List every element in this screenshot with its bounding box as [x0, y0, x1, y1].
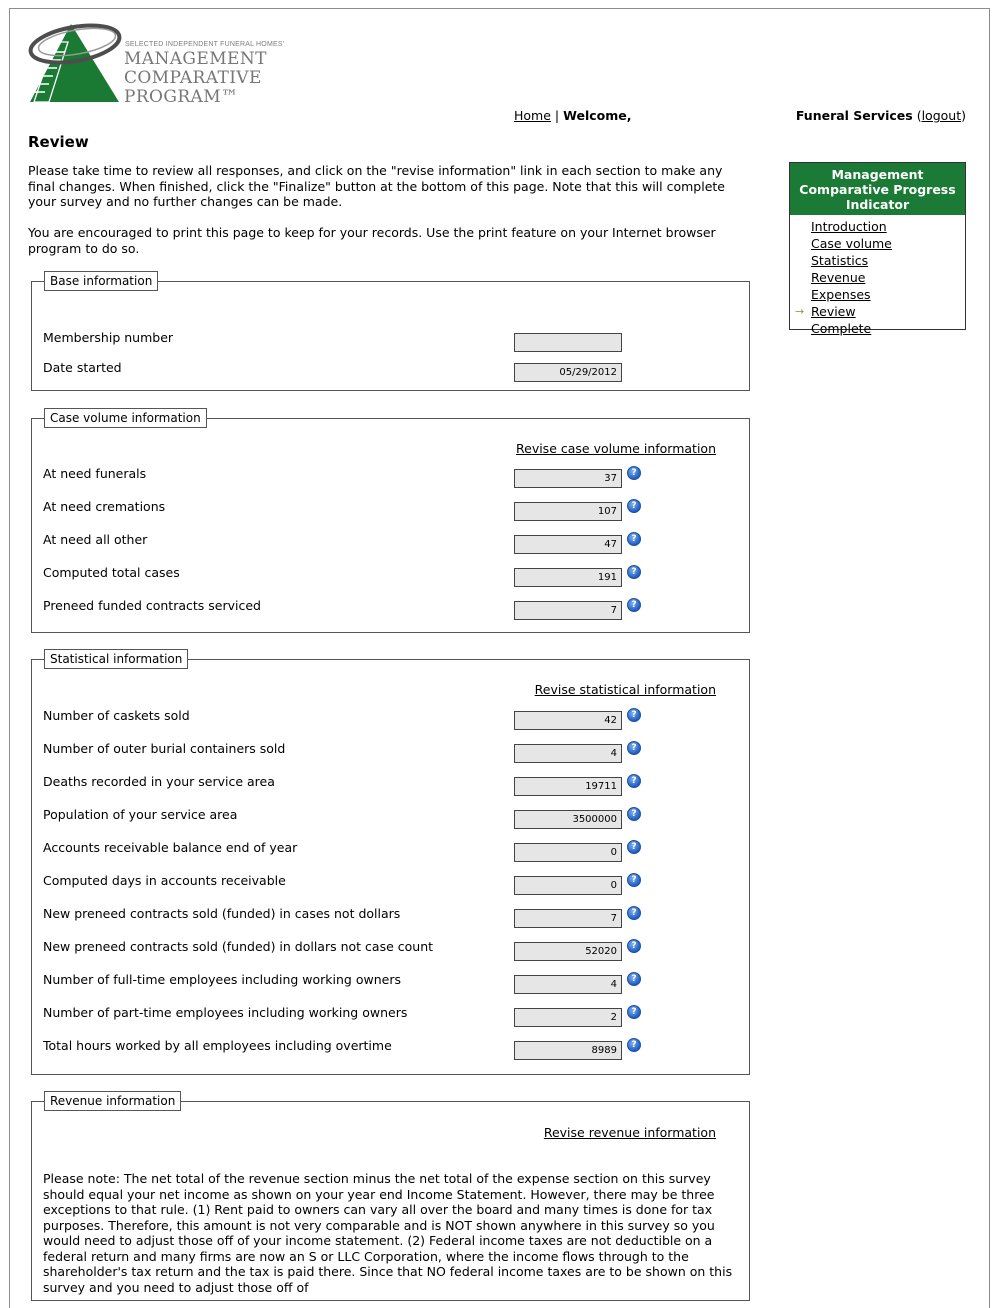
- help-icon[interactable]: ?: [627, 807, 641, 821]
- field-label: At need funerals: [43, 466, 147, 481]
- membership-number-field: [514, 333, 622, 352]
- current-step-arrow-icon: →: [795, 305, 805, 318]
- field-label: Membership number: [43, 330, 174, 345]
- organization-name: Funeral Services: [795, 108, 913, 123]
- revise-statistical-link[interactable]: Revise statistical information: [534, 682, 716, 697]
- section-legend: Base information: [44, 271, 158, 291]
- help-icon[interactable]: ?: [627, 774, 641, 788]
- progress-link[interactable]: Complete: [811, 321, 872, 336]
- field-label: Date started: [43, 360, 122, 375]
- help-icon[interactable]: ?: [627, 1005, 641, 1019]
- form-row: [43, 741, 723, 765]
- help-icon[interactable]: ?: [627, 906, 641, 920]
- field-value: 4: [514, 744, 622, 763]
- field-label: New preneed contracts sold (funded) in dollars not case count: [43, 939, 434, 954]
- help-icon[interactable]: ?: [627, 840, 641, 854]
- field-value: 191: [514, 568, 622, 587]
- help-icon[interactable]: ?: [627, 565, 641, 579]
- form-row: [43, 873, 723, 897]
- form-row: [43, 840, 723, 864]
- progress-item: [811, 235, 965, 252]
- form-row: [43, 598, 723, 622]
- field-value: 8989: [514, 1041, 622, 1060]
- field-value: 19711: [514, 777, 622, 796]
- field-value: 42: [514, 711, 622, 730]
- revise-revenue-link[interactable]: Revise revenue information: [543, 1125, 716, 1140]
- field-label: Deaths recorded in your service area: [43, 774, 275, 789]
- section-legend: Case volume information: [44, 408, 207, 428]
- date-started-field: 05/29/2012: [514, 363, 622, 382]
- form-row: [43, 906, 723, 930]
- progress-indicator: [789, 162, 966, 336]
- progress-link[interactable]: Introduction: [811, 219, 887, 234]
- field-value: 37: [514, 469, 622, 488]
- field-label: Preneed funded contracts serviced: [43, 598, 261, 613]
- help-icon[interactable]: ?: [627, 873, 641, 887]
- form-row: [43, 330, 723, 354]
- form-row: [43, 1038, 723, 1062]
- form-row: [43, 708, 723, 732]
- field-value: 7: [514, 601, 622, 620]
- progress-title: Management Comparative Progress Indicator: [790, 163, 965, 215]
- revise-case-volume-link[interactable]: Revise case volume information: [516, 441, 716, 456]
- help-icon[interactable]: ?: [627, 499, 641, 513]
- progress-item: [811, 320, 965, 337]
- field-label: Total hours worked by all employees including overtime: [43, 1038, 392, 1053]
- help-icon[interactable]: ?: [627, 598, 641, 612]
- page-title: Review: [28, 133, 89, 151]
- section-legend: Statistical information: [44, 649, 188, 669]
- field-label: Number of full-time employees including working owners: [43, 972, 401, 987]
- form-row: [43, 774, 723, 798]
- statistical-section: [31, 652, 750, 1075]
- form-row: [43, 939, 723, 963]
- help-icon[interactable]: ?: [627, 532, 641, 546]
- field-label: Accounts receivable balance end of year: [43, 840, 298, 855]
- form-row: [43, 565, 723, 589]
- field-label: New preneed contracts sold (funded) in cases not dollars: [43, 906, 401, 921]
- form-row: [43, 807, 723, 831]
- user-box: Funeral Services (logout): [795, 108, 966, 123]
- revenue-note: Please note: The net total of the revenue section minus the net total of the expense section on this survey should equal your net income as shown on your year end Income Statement. However, there may be three exceptions to that rule. (1) Rent paid to owners can vary all over the board and many times is done for tax purposes. Therefore, this amount is not very comparable and is NOT shown anywhere in this survey so you would need to adjust those off of your income statement. (2) Federal income taxes are not deductible on a federal return and many firms are now an S or LLC Corporation, where the income flows through to the shareholder's tax return and the tax is paid there. Since that NO federal income taxes are to be shown on this survey and you need to adjust those off of: [43, 1171, 733, 1295]
- form-row: [43, 972, 723, 996]
- form-row: [43, 499, 723, 523]
- field-value: 4: [514, 975, 622, 994]
- home-link[interactable]: Home: [514, 108, 551, 123]
- field-value: 0: [514, 876, 622, 895]
- help-icon[interactable]: ?: [627, 708, 641, 722]
- field-label: At need cremations: [43, 499, 166, 514]
- nav-separator: |: [554, 108, 560, 123]
- help-icon[interactable]: ?: [627, 939, 641, 953]
- section-legend: Revenue information: [44, 1091, 181, 1111]
- top-nav: [514, 108, 632, 123]
- progress-link[interactable]: Case volume: [811, 236, 892, 251]
- help-icon[interactable]: ?: [627, 741, 641, 755]
- intro-paragraph-2: You are encouraged to print this page to keep for your records. Use the print feature on your Internet browser program to do so.: [28, 225, 716, 256]
- case-volume-section: [31, 411, 750, 633]
- field-value: 0: [514, 843, 622, 862]
- progress-link[interactable]: Statistics: [811, 253, 869, 268]
- field-value: 47: [514, 535, 622, 554]
- logo-line-1: MANAGEMENT: [124, 49, 267, 69]
- form-row: [43, 466, 723, 490]
- progress-item: [811, 218, 965, 235]
- logo-triangle-icon: [27, 14, 127, 106]
- field-label: Computed total cases: [43, 565, 180, 580]
- logo-line-2: COMPARATIVE: [124, 68, 262, 88]
- help-icon[interactable]: ?: [627, 972, 641, 986]
- field-label: At need all other: [43, 532, 148, 547]
- field-label: Computed days in accounts receivable: [43, 873, 286, 888]
- field-value: 2: [514, 1008, 622, 1027]
- logo-tagline: SELECTED INDEPENDENT FUNERAL HOMES': [125, 41, 285, 48]
- progress-list: [790, 218, 965, 337]
- help-icon[interactable]: ?: [627, 1038, 641, 1052]
- field-value: 7: [514, 909, 622, 928]
- help-icon[interactable]: ?: [627, 466, 641, 480]
- progress-link[interactable]: Review: [811, 304, 856, 319]
- progress-link[interactable]: Expenses: [811, 287, 871, 302]
- logo-line-3: PROGRAM™: [124, 87, 239, 107]
- base-information-section: [31, 274, 750, 391]
- form-row: [43, 1005, 723, 1029]
- form-row: [43, 532, 723, 556]
- progress-item: [811, 269, 965, 286]
- progress-item: [811, 286, 965, 303]
- mcp-logo: [27, 14, 285, 107]
- progress-link[interactable]: Revenue: [811, 270, 866, 285]
- welcome-text: Welcome,: [563, 108, 632, 123]
- intro-paragraph-1: Please take time to review all responses, and click on the "revise information" link in each section to make any final changes. When finished, click the "Finalize" button at the bottom of this page. Note that this will complete your survey and no further changes can be made.: [28, 163, 725, 209]
- field-label: Number of outer burial containers sold: [43, 741, 286, 756]
- field-label: Number of part-time employees including working owners: [43, 1005, 408, 1020]
- form-row: [43, 360, 723, 384]
- field-label: Number of caskets sold: [43, 708, 190, 723]
- field-value: 3500000: [514, 810, 622, 829]
- progress-item: [795, 303, 965, 320]
- revenue-section: [31, 1094, 750, 1301]
- field-value: 52020: [514, 942, 622, 961]
- field-value: 107: [514, 502, 622, 521]
- logout-link[interactable]: logout: [921, 108, 962, 123]
- field-label: Population of your service area: [43, 807, 238, 822]
- progress-item: [811, 252, 965, 269]
